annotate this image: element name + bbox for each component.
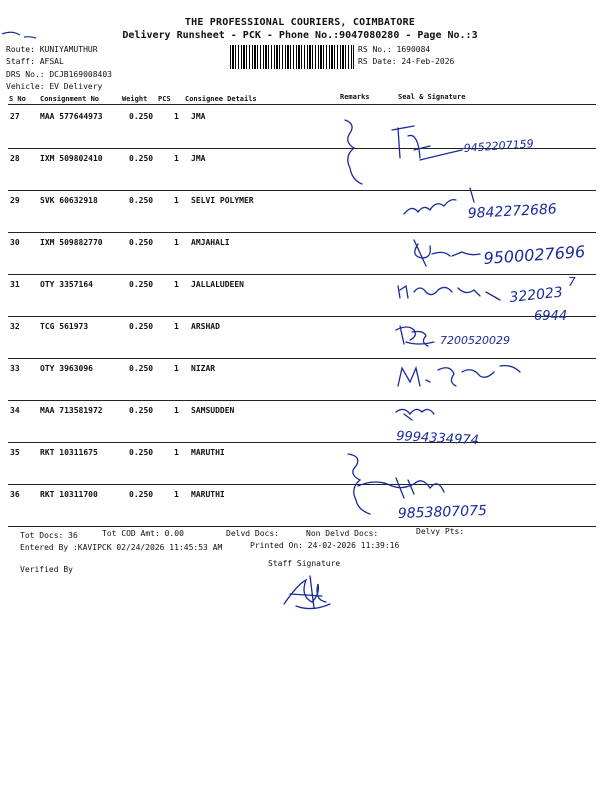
- row-sno: 32: [10, 322, 20, 331]
- col-remarks: Remarks: [340, 93, 370, 101]
- row-pcs: 1: [174, 238, 179, 247]
- row-sno: 28: [10, 154, 20, 163]
- entered-by: Entered By :KAVIPCK 02/24/2026 11:45:53 AM: [20, 543, 223, 552]
- row-sno: 30: [10, 238, 20, 247]
- total-cod-amount: Tot COD Amt: 0.00: [102, 529, 184, 538]
- signature-row-36: [358, 478, 444, 498]
- row-consignment-no: OTY 3963096: [40, 364, 93, 373]
- printed-on: Printed On: 24-02-2026 11:39:16: [250, 541, 400, 550]
- row-consignee: JMA: [191, 154, 206, 163]
- signature-row-33: [398, 366, 520, 386]
- row-consignee: MARUTHI: [191, 490, 225, 499]
- row-consignment-no: MAA 713581972: [40, 406, 103, 415]
- rs-number: RS No.: 1690084: [358, 45, 431, 54]
- signature-ja: [392, 126, 462, 160]
- row-consignee: SAMSUDDEN: [191, 406, 235, 415]
- staff-label: Staff: AFSAL: [6, 57, 64, 66]
- col-consignee: Consignee Details: [185, 95, 257, 103]
- runsheet-title: Delivery Runsheet - PCK - Phone No.:9047080280 - Page No.:3: [122, 30, 478, 41]
- row-consignment-no: IXM 509802410: [40, 154, 103, 163]
- row-pcs: 1: [174, 154, 179, 163]
- row-consignment-no: RKT 10311700: [40, 490, 98, 499]
- handwritten-phone-4: 322023: [508, 284, 564, 306]
- row-weight: 0.250: [129, 322, 154, 331]
- row-sno: 36: [10, 490, 20, 499]
- row-consignment-no: SVK 60632918: [40, 196, 98, 205]
- col-consignment: Consignment No: [40, 95, 100, 103]
- vehicle-label: Vehicle: EV Delivery: [6, 82, 103, 91]
- total-docs: Tot Docs: 36: [20, 531, 78, 540]
- row-consignee: MARUTHI: [191, 448, 225, 457]
- row-sno: 34: [10, 406, 20, 415]
- remark-bracket-1: [345, 120, 362, 184]
- col-weight: Weight: [122, 95, 148, 103]
- col-seal-signature: Seal & Signature: [398, 93, 466, 101]
- row-consignee: AMJAHALI: [191, 238, 230, 247]
- drs-label: DRS No.: DCJB169008403: [6, 70, 112, 79]
- handwritten-phone-1: 9452207159: [463, 137, 535, 155]
- handwritten-phone-3: 9500027696: [482, 241, 586, 268]
- handwritten-phone-7: 9994334974: [395, 429, 480, 449]
- row-consignee: JALLALUDEEN: [191, 280, 244, 289]
- handwritten-phone-5: 6944: [534, 309, 568, 324]
- row-weight: 0.250: [129, 238, 154, 247]
- non-delivered-docs: Non Delvd Docs:: [306, 529, 379, 538]
- row-consignment-no: TCG 561973: [40, 322, 89, 331]
- signature-row-29: [404, 188, 474, 214]
- staff-signature-scrawl: [284, 576, 330, 609]
- row-pcs: 1: [174, 448, 179, 457]
- row-sno: 33: [10, 364, 20, 373]
- row-consignment-no: RKT 10311675: [40, 448, 98, 457]
- row-consignee: JMA: [191, 112, 206, 121]
- company-title: THE PROFESSIONAL COURIERS, COIMBATORE: [184, 17, 416, 28]
- row-pcs: 1: [174, 322, 179, 331]
- row-weight: 0.250: [129, 280, 154, 289]
- row-consignment-no: IXM 509882770: [40, 238, 103, 247]
- row-pcs: 1: [174, 280, 179, 289]
- row-pcs: 1: [174, 112, 179, 121]
- row-weight: 0.250: [129, 196, 154, 205]
- row-weight: 0.250: [129, 112, 154, 121]
- row-pcs: 1: [174, 196, 179, 205]
- route-label: Route: KUNIYAMUTHUR: [6, 45, 98, 54]
- row-sno: 31: [10, 280, 20, 289]
- row-consignment-no: OTY 3357164: [40, 280, 93, 289]
- rs-date: RS Date: 24-Feb-2026: [358, 57, 455, 66]
- row-sno: 29: [10, 196, 20, 205]
- signature-row-30: [414, 240, 480, 266]
- remark-bracket-2: [348, 454, 370, 514]
- delivery-points: Delvy Pts:: [416, 527, 465, 536]
- row-weight: 0.250: [129, 406, 154, 415]
- signature-row-31: [398, 286, 500, 300]
- row-consignee: SELVI POLYMER: [191, 196, 254, 205]
- verified-by: Verified By: [20, 565, 73, 574]
- signature-row-32: [396, 326, 434, 346]
- row-weight: 0.250: [129, 448, 154, 457]
- row-weight: 0.250: [129, 364, 154, 373]
- row-weight: 0.250: [129, 490, 154, 499]
- handwritten-phone-2: 9842272686: [467, 201, 558, 222]
- handwritten-phone-6: 7200520029: [440, 334, 510, 347]
- row-sno: 35: [10, 448, 20, 457]
- col-sno: S No: [9, 95, 26, 103]
- row-weight: 0.250: [129, 154, 154, 163]
- row-consignee: NIZAR: [191, 364, 216, 373]
- handwritten-digit-7: 7: [568, 275, 576, 289]
- row-consignment-no: MAA 577644973: [40, 112, 103, 121]
- row-pcs: 1: [174, 364, 179, 373]
- handwritten-phone-8: 9853807075: [397, 502, 488, 522]
- row-pcs: 1: [174, 406, 179, 415]
- row-pcs: 1: [174, 490, 179, 499]
- col-pcs: PCS: [158, 95, 171, 103]
- delivered-docs: Delvd Docs:: [226, 529, 279, 538]
- row-sno: 27: [10, 112, 20, 121]
- row-consignee: ARSHAD: [191, 322, 220, 331]
- staff-signature-label: Staff Signature: [268, 559, 341, 568]
- signature-row-34: [396, 409, 434, 420]
